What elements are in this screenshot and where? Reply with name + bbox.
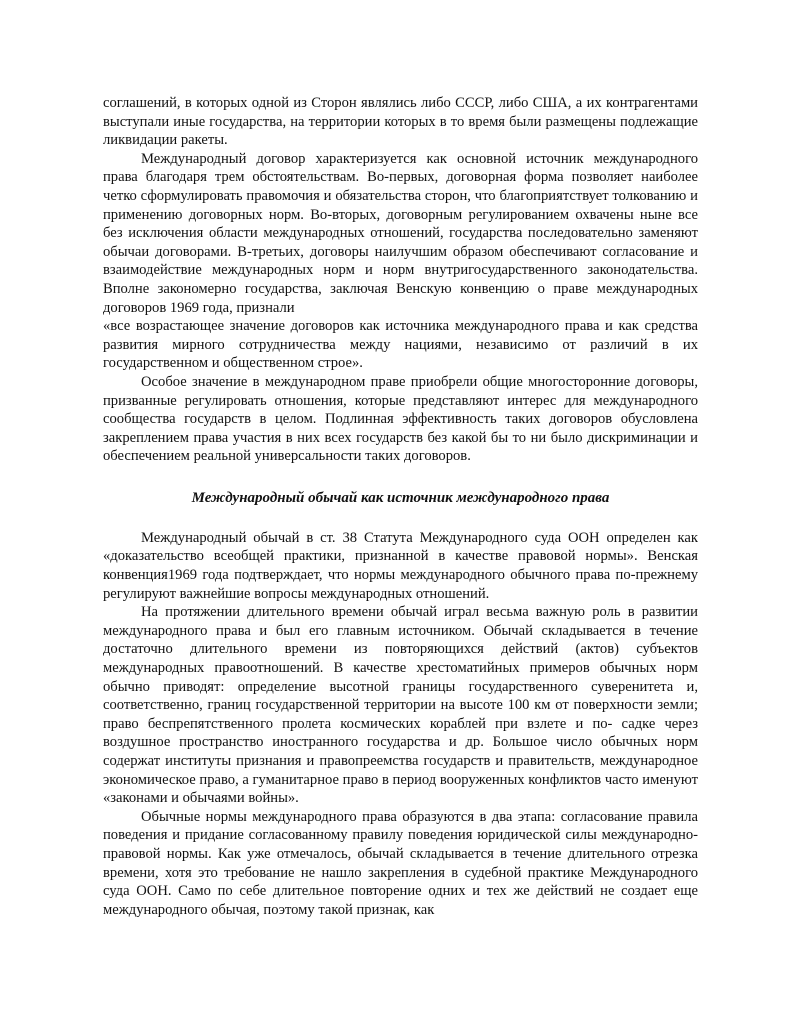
paragraph-vienna-quote: «все возрастающее значение договоров как источника международного права и как средства развития мирного сотрудничества между нациями, независимо от различий в их государственном и общественном строе».	[103, 318, 698, 372]
section-heading: Международный обычай как источник международного права	[191, 489, 610, 506]
paragraph-custom-history: На протяжении длительного времени обычай играл весьма важную роль в развитии международного права и был его главным источником. Обычай складывается в течение достаточно длительного времени из повторяющихся действий (актов) субъектов международных правоотношений. В качестве хрестоматийных примеров обычных норм обычно приводят: определение высотной границы государственного суверенитета и, соответственно, границ государственной территории на высоте 100 км от поверхности земли; право беспрепятственного пролета космических кораблей при взлете и по- садке через воздушное пространство иностранного государства и др. Большое число обычных норм содержат институты признания и правопреемства государств и правительств, международное экономическое право, а гуманитарное право в период вооруженных конфликтов часто именуют «законами и обычаями войны».	[103, 604, 698, 807]
paragraph-multilateral-treaties: Особое значение в международном праве приобрели общие многосторонние договоры, призванные регулировать отношения, которые представляют интерес для международного сообщества государств в целом. Подлинная эффективность таких договоров обусловлена закреплением права участия в них всех государств без какой бы то ни было дискриминации и обеспечением реальной универсальности таких договоров.	[103, 373, 698, 465]
paragraph-continuation: соглашений, в которых одной из Сторон являлись либо СССР, либо США, а их контрагентами выступали иные государства, на территории которых в то время были размещены подлежащие ликвидации ракеты.	[103, 95, 698, 149]
paragraph-custom-definition: Международный обычай в ст. 38 Статута Международного суда ООН определен как «доказательство всеобщей практики, признанной в качестве правовой нормы». Венская конвенция1969 года подтверждает, что нормы международного обычного права по-прежнему регулируют важнейшие вопросы международных отношений.	[103, 529, 698, 602]
paragraph-custom-formation: Обычные нормы международного права образуются в два этапа: согласование правила поведения и придание согласованному правилу поведения юридической силы международно-правовой нормы. Как уже отмечалось, обычай складывается в течение длительного отрезка времени, хотя это требование не нашло закрепления в судебной практике Международного суда ООН. Само по себе длительное повторение одних и тех же действий не создает еще международного обычая, поэтому такой признак, как	[103, 808, 698, 918]
paragraph-treaty-main-source: Международный договор характеризуется как основной источник международного права благодаря трем обстоятельствам. Во-первых, договорная форма позволяет наиболее четко сформулировать правомочия и обязательства сторон, что благоприятствует толкованию и применению договорных норм. Во-вторых, договорным регулированием охвачены ныне все без исключения области международных отношений, государства последовательно заменяют обычаи договорами. В-третьих, договоры наилучшим образом обеспечивают согласование и взаимодействие международных норм и норм внутригосударственного законодательства. Вполне закономерно государства, заключая Венскую конвенцию о праве международных договоров 1969 года, признали	[103, 150, 698, 316]
